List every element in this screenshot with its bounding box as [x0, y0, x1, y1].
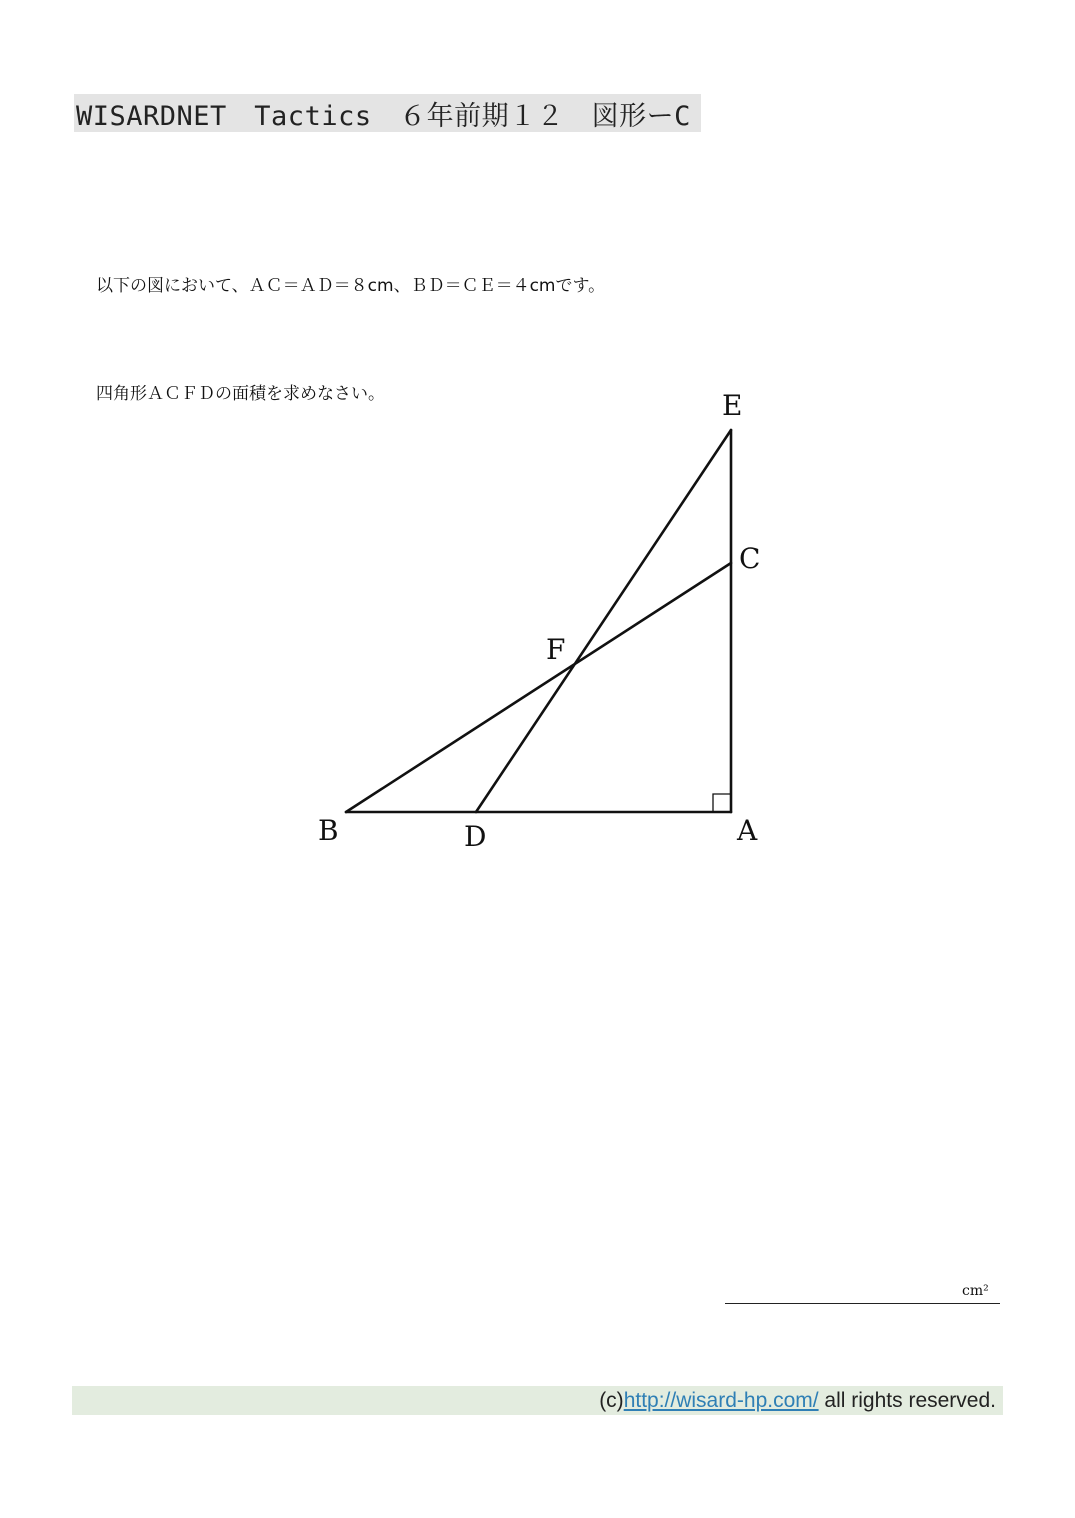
- footer-site-link[interactable]: http://wisard-hp.com/: [623, 1388, 819, 1412]
- right-angle-mark: [713, 794, 731, 812]
- answer-line: [725, 1303, 1000, 1304]
- label-D: D: [464, 820, 487, 853]
- footer-copyright-prefix: (c): [599, 1388, 624, 1412]
- footer: [72, 1386, 1003, 1415]
- label-C: C: [739, 542, 761, 575]
- label-E: E: [722, 389, 743, 422]
- answer-unit: cm²: [962, 1283, 989, 1299]
- problem-line-2: 四角形ＡＣＦＤの面積を求めなさい。: [96, 384, 385, 404]
- page-title: WISARDNET Tactics ６年前期１２ 図形ーC: [76, 100, 691, 132]
- footer-rights-text: all rights reserved.: [818, 1388, 996, 1412]
- segment-BC: [346, 563, 731, 812]
- label-B: B: [318, 814, 339, 847]
- label-F: F: [546, 633, 566, 666]
- segment-DE: [476, 430, 731, 812]
- label-A: A: [737, 814, 758, 847]
- problem-line-1: 以下の図において、ＡＣ＝ＡＤ＝８cm、ＢＤ＝ＣＥ＝４cmです。: [96, 276, 606, 296]
